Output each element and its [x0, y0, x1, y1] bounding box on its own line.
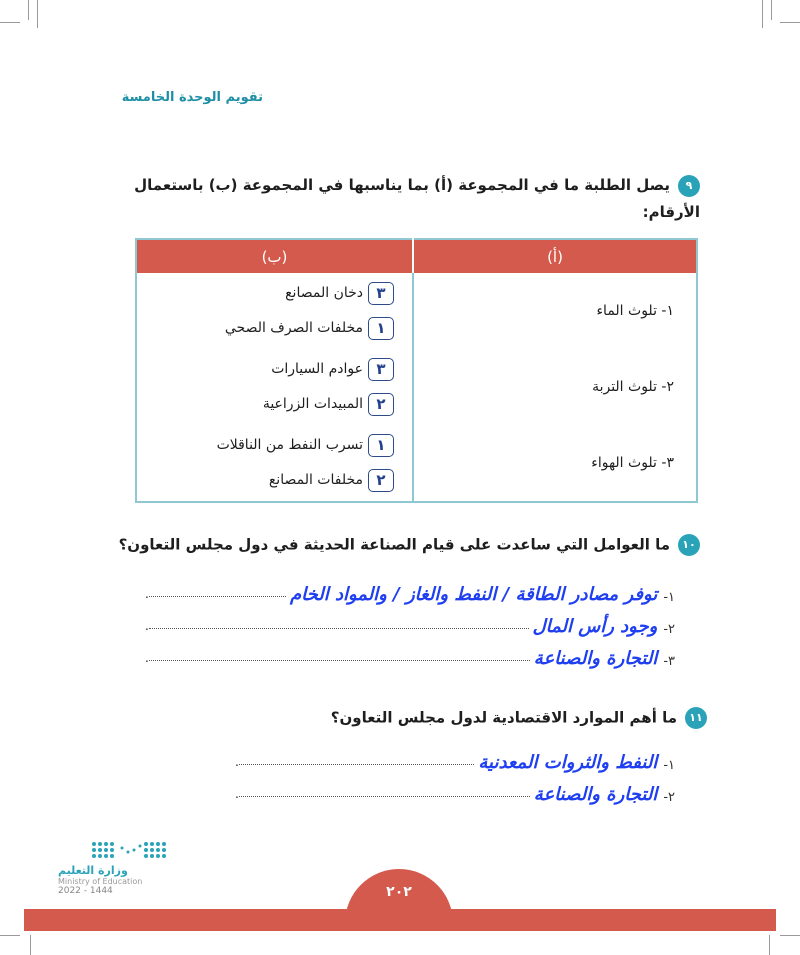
group-b-item: تسرب النفط من الناقلات: [216, 437, 363, 454]
answer-box[interactable]: ٣: [368, 282, 394, 305]
group-b-item: عوادم السيارات: [271, 361, 363, 378]
handwritten-answer: التجارة والصناعة: [533, 648, 658, 669]
dotted-line: [149, 595, 286, 597]
question-9: [100, 172, 700, 226]
header-group-a: (أ): [413, 239, 697, 273]
crop-mark: [771, 0, 772, 20]
line-end-dot: .: [235, 755, 239, 769]
crop-mark: [37, 0, 38, 28]
group-b-cell: [136, 273, 413, 349]
answer-box[interactable]: ١: [368, 317, 394, 340]
group-b-item: مخلفات الصرف الصحي: [224, 320, 363, 337]
group-a-item: ٢- تلوث التربة: [413, 349, 697, 425]
question-10: [80, 534, 700, 556]
crop-mark: [762, 0, 763, 28]
question-text: يصل الطلبة ما في المجموعة (أ) بما يناسبها في المجموعة (ب) باستعمال: [134, 176, 670, 194]
dotted-line: [149, 627, 529, 629]
crop-mark: [30, 935, 31, 955]
table-row: [136, 349, 697, 425]
answer-lines-q11: [235, 741, 675, 805]
crop-mark: [780, 935, 800, 936]
group-b-item: المبيدات الزراعية: [262, 396, 363, 413]
edition-year: 2022 - 1444: [58, 886, 113, 896]
handwritten-answer: وجود رأس المال: [532, 616, 658, 637]
line-end-dot: .: [145, 587, 149, 601]
group-b-cell: [136, 349, 413, 425]
crop-mark: [0, 22, 20, 23]
question-text-continued: الأرقام:: [642, 203, 700, 221]
answer-line[interactable]: [235, 741, 675, 773]
dotted-line: [239, 763, 475, 765]
answer-box[interactable]: ٣: [368, 358, 394, 381]
crop-mark: [0, 935, 20, 936]
answer-box[interactable]: ٢: [368, 469, 394, 492]
handwritten-answer: التجارة والصناعة: [533, 784, 658, 805]
question-number-badge: ٩: [678, 175, 700, 197]
group-a-item: ٣- تلوث الهواء: [413, 425, 697, 502]
dotted-line: [149, 659, 530, 661]
table-row: [136, 273, 697, 349]
ministry-name-ar: وزارة التعليم: [58, 864, 128, 877]
answer-box[interactable]: ٢: [368, 393, 394, 416]
question-number-badge: ١١: [685, 707, 707, 729]
answer-lines-q10: [145, 573, 675, 669]
crop-mark: [780, 22, 800, 23]
handwritten-answer: النفط والثروات المعدنية: [478, 752, 658, 773]
header-group-b: (ب): [136, 239, 413, 273]
question-text: ما العوامل التي ساعدت على قيام الصناعة الحديثة في دول مجلس التعاون؟: [118, 535, 670, 554]
page-number: ٢٠٢: [345, 869, 453, 923]
unit-title: تقويم الوحدة الخامسة: [121, 90, 263, 105]
answer-line[interactable]: [145, 637, 675, 669]
matching-table: [135, 238, 698, 503]
question-text: ما أهم الموارد الاقتصادية لدول مجلس التعاون؟: [330, 708, 677, 727]
answer-number: ٣-: [663, 654, 675, 669]
group-b-item: دخان المصانع: [285, 285, 363, 302]
answer-number: ٢-: [663, 622, 675, 637]
dots-logo-icon: [88, 838, 198, 864]
answer-line[interactable]: [145, 605, 675, 637]
answer-number: ٢-: [663, 790, 675, 805]
line-end-dot: .: [235, 787, 239, 801]
group-b-cell: [136, 425, 413, 502]
group-a-item: ١- تلوث الماء: [413, 273, 697, 349]
dotted-line: [239, 795, 530, 797]
question-11: [107, 707, 707, 729]
ministry-name-en: Ministry of Education: [58, 877, 143, 886]
crop-mark: [28, 0, 29, 20]
crop-mark: [769, 935, 770, 955]
line-end-dot: .: [145, 651, 149, 665]
answer-line[interactable]: [145, 573, 675, 605]
answer-line[interactable]: [235, 773, 675, 805]
ministry-logo: [58, 838, 178, 896]
line-end-dot: .: [145, 619, 149, 633]
group-b-item: مخلفات المصانع: [268, 472, 363, 489]
answer-number: ١-: [663, 590, 675, 605]
answer-number: ١-: [663, 758, 675, 773]
question-number-badge: ١٠: [678, 534, 700, 556]
handwritten-answer: توفر مصادر الطاقة / النفط والغاز / والمواد الخام: [289, 584, 658, 605]
table-row: [136, 425, 697, 502]
answer-box[interactable]: ١: [368, 434, 394, 457]
